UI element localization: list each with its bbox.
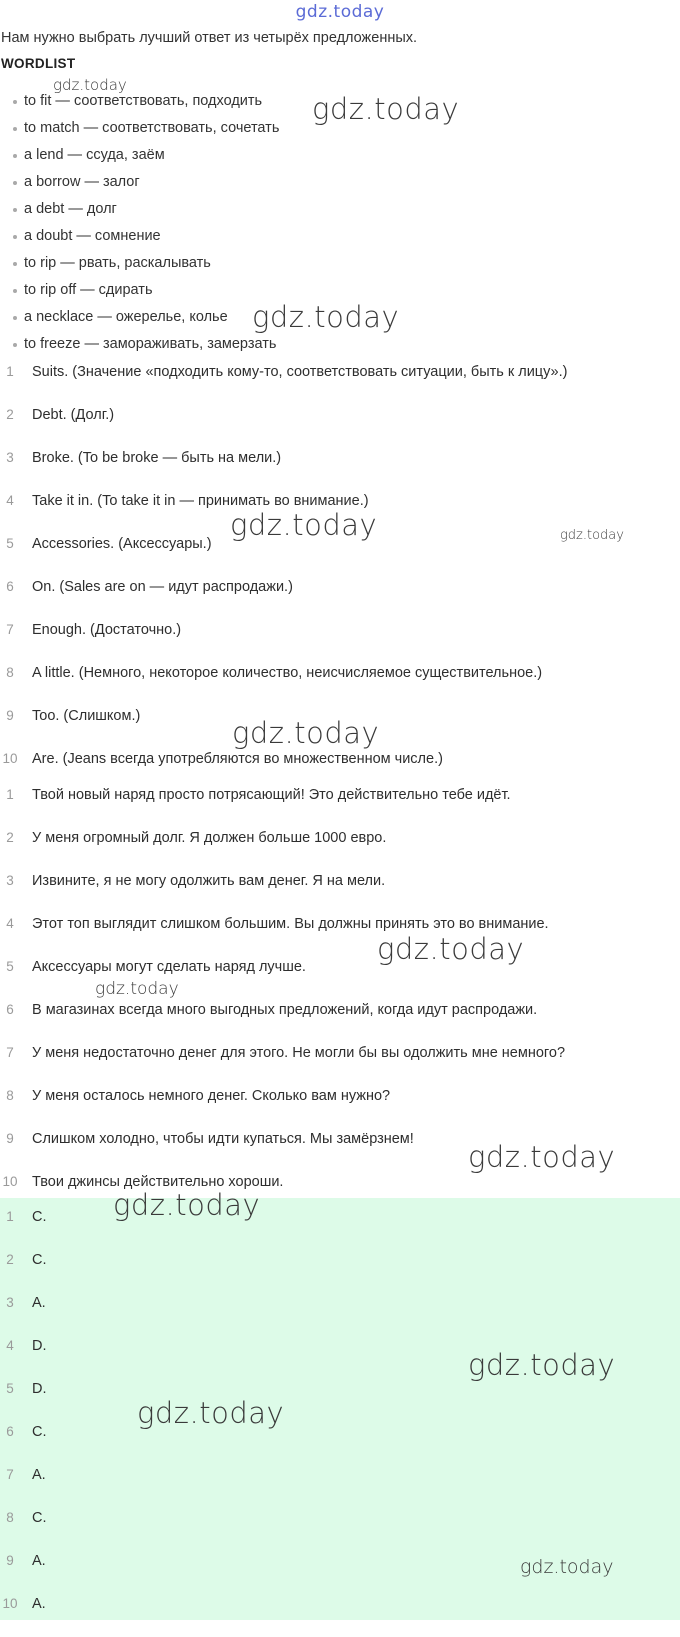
bullet-icon [13,127,17,131]
bullet-icon [13,100,17,104]
watermark: gdz.today [468,1140,616,1174]
intro-text: Нам нужно выбрать лучший ответ из четырёх предложенных. [1,30,418,46]
bullet-icon [13,289,17,293]
wordlist-item: a necklace — ожерелье, колье [0,307,279,334]
bullet-icon [13,262,17,266]
bullet-icon [13,235,17,239]
wordlist-item: to rip — рвать, раскалывать [0,253,279,280]
bullet-icon [13,316,17,320]
watermark: gdz.today [312,92,460,126]
watermark: gdz.today [53,76,127,94]
watermark: gdz.today [252,300,400,334]
wordlist-item: to freeze — замораживать, замерзать [0,334,279,361]
watermark: gdz.today [468,1348,616,1382]
wordlist-item: a borrow — залог [0,172,279,199]
wordlist-item: to match — соответствовать, сочетать [0,118,279,145]
watermark: gdz.today [377,932,525,966]
watermark: gdz.today [137,1396,285,1430]
watermark: gdz.today [230,508,378,542]
wordlist-item: a lend — ссуда, заём [0,145,279,172]
wordlist-item: a doubt — сомнение [0,226,279,253]
watermark: gdz.today [232,716,380,750]
watermark: gdz.today [560,528,624,543]
wordlist-title: WORDLIST [1,56,76,71]
wordlist [0,91,279,361]
bullet-icon [13,154,17,158]
wordlist-item: a debt — долг [0,199,279,226]
watermark: gdz.today [520,1556,614,1578]
watermark: gdz.today [95,979,179,999]
bullet-icon [13,181,17,185]
watermark: gdz.today [113,1188,261,1222]
bullet-icon [13,343,17,347]
site-logo[interactable]: gdz.today [295,2,385,22]
wordlist-item: to rip off — сдирать [0,280,279,307]
wordlist-item: to fit — соответствовать, подходить [0,91,279,118]
bullet-icon [13,208,17,212]
